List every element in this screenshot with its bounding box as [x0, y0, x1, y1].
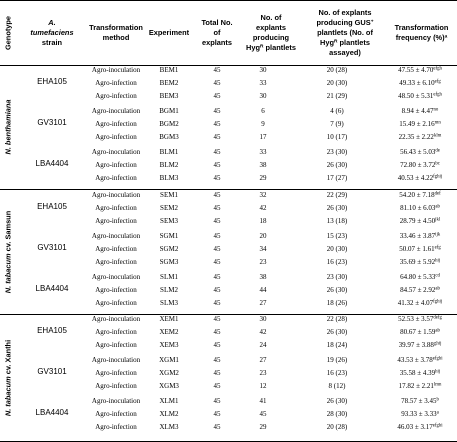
table-row	[80, 245, 457, 257]
cell-frequency	[383, 423, 457, 431]
frequency-letter: efghi	[432, 356, 443, 362]
frequency-letter: bc	[435, 161, 440, 167]
cell-total: 45	[213, 273, 221, 281]
strain-label: LBA4404	[35, 283, 69, 293]
frequency-letter: ab	[435, 328, 440, 334]
frequency-value: 22.35 ± 2.22	[398, 132, 434, 141]
cell-method: Agro-infection	[95, 119, 137, 128]
cell-gus: 4 (6)	[330, 107, 344, 115]
frequency-letter: ijk	[435, 232, 441, 238]
cell-frequency	[383, 79, 457, 87]
cell-exp: XEM3	[159, 340, 179, 349]
cell-method: Agro-infection	[95, 298, 137, 307]
cell-frequency	[383, 232, 457, 240]
frequency-letter: a	[436, 410, 439, 416]
cell-exp: SGM2	[159, 244, 179, 253]
table-row	[80, 382, 457, 394]
cell-frequency	[383, 217, 457, 225]
cell-gus: 13 (18)	[326, 216, 348, 225]
cell-exp: BGM2	[159, 119, 179, 128]
frequency-value: 72.80 ± 3.72	[400, 160, 436, 169]
table-row	[80, 92, 457, 104]
cell-frequency	[383, 161, 457, 169]
cell-method: Agro-inoculation	[91, 66, 141, 74]
cell-hyg: 24	[259, 340, 267, 349]
cell-method: Agro-inoculation	[91, 148, 141, 156]
frequency-value: 28.79 ± 4.50	[399, 216, 436, 225]
cell-exp: SEM3	[160, 216, 178, 225]
cell-gus: 18 (24)	[326, 340, 348, 349]
cell-gus: 16 (23)	[326, 257, 348, 266]
table-row	[80, 397, 457, 409]
frequency-value: 43.53 ± 3.78	[397, 356, 433, 364]
cell-total: 45	[213, 397, 221, 405]
cell-frequency	[383, 410, 457, 418]
strain-label: LBA4404	[35, 407, 69, 417]
frequency-value: 48.50 ± 5.31	[398, 91, 434, 100]
cell-gus: 16 (23)	[326, 368, 348, 377]
frequency-letter: ab	[435, 204, 440, 210]
cell-gus: 15 (23)	[326, 232, 348, 240]
table-row	[80, 369, 457, 381]
cell-method: Agro-infection	[95, 409, 137, 418]
strain-label: EHA105	[37, 76, 67, 86]
cell-hyg: 34	[259, 244, 267, 253]
cell-method: Agro-inoculation	[91, 273, 141, 281]
cell-gus: 26 (30)	[326, 327, 348, 336]
cell-method: Agro-infection	[95, 91, 137, 100]
frequency-value: 54.20 ± 7.18	[399, 191, 435, 199]
cell-method: Agro-infection	[95, 368, 137, 377]
cell-exp: BLM2	[159, 160, 179, 169]
cell-gus: 26 (30)	[326, 397, 348, 405]
cell-method: Agro-infection	[95, 173, 137, 182]
cell-method: Agro-infection	[95, 327, 137, 336]
cell-total: 45	[213, 203, 221, 212]
frequency-value: 93.33 ± 3.33	[401, 409, 437, 418]
cell-total: 45	[213, 356, 221, 364]
cell-exp: XEM2	[159, 327, 179, 336]
cell-total: 45	[213, 91, 221, 100]
table-row	[80, 258, 457, 270]
table-row	[80, 161, 457, 173]
cell-method: Agro-infection	[95, 216, 137, 225]
header-strain: A. tumefaciens strain	[30, 18, 74, 47]
table-header	[0, 0, 457, 66]
cell-gus: 10 (17)	[326, 132, 348, 141]
cell-method: Agro-inoculation	[91, 232, 141, 240]
frequency-value: 15.49 ± 2.16	[399, 119, 435, 128]
cell-total: 45	[213, 315, 221, 323]
cell-method: Agro-infection	[95, 160, 137, 169]
cell-frequency	[383, 66, 457, 74]
cell-exp: XLM2	[159, 409, 179, 418]
frequency-value: 41.32 ± 4.07	[397, 298, 434, 307]
cell-method: Agro-inoculation	[91, 356, 141, 364]
cell-total: 45	[213, 107, 221, 115]
strain-label: LBA4404	[35, 158, 69, 168]
table-row	[80, 79, 457, 91]
cell-gus: 26 (30)	[326, 285, 348, 294]
frequency-letter: efg	[434, 79, 441, 85]
cell-frequency	[383, 382, 457, 390]
cell-exp: XGM2	[159, 368, 179, 377]
cell-gus: 26 (30)	[326, 160, 348, 169]
cell-hyg: 12	[259, 381, 267, 390]
frequency-value: 84.57 ± 2.92	[400, 285, 436, 294]
genotype-label-text: N. tabacum cv. Xanthi	[3, 339, 13, 416]
strain-label: GV3101	[37, 242, 67, 252]
cell-frequency	[383, 286, 457, 294]
frequency-letter: ab	[435, 286, 440, 292]
cell-exp: XEM1	[159, 315, 179, 323]
cell-hyg: 33	[259, 148, 267, 156]
cell-exp: XLM1	[159, 397, 179, 405]
cell-gus: 7 (9)	[330, 119, 344, 128]
cell-total: 45	[213, 409, 221, 418]
cell-exp: BGM1	[159, 107, 179, 115]
cell-exp: SEM1	[160, 191, 178, 199]
frequency-value: 47.55 ± 4.70	[398, 66, 434, 74]
table-row	[80, 174, 457, 186]
cell-hyg: 23	[259, 368, 267, 377]
cell-gus: 19 (26)	[326, 356, 348, 364]
frequency-letter: fghij	[433, 174, 443, 179]
cell-hyg: 41	[259, 397, 267, 405]
table-row	[80, 232, 457, 244]
cell-method: Agro-infection	[95, 257, 137, 266]
cell-hyg: 44	[259, 285, 267, 294]
cell-frequency	[383, 191, 457, 199]
cell-total: 45	[213, 216, 221, 225]
strain-label: GV3101	[37, 366, 67, 376]
cell-exp: BGM3	[159, 132, 179, 141]
cell-exp: BLM1	[159, 148, 179, 156]
cell-frequency	[383, 245, 457, 253]
table-row	[80, 356, 457, 368]
cell-hyg: 38	[259, 160, 267, 169]
cell-hyg: 38	[259, 273, 267, 281]
table-row	[80, 133, 457, 145]
cell-total: 45	[213, 119, 221, 128]
cell-frequency	[383, 204, 457, 212]
cell-total: 45	[213, 173, 221, 182]
cell-frequency	[383, 397, 457, 405]
cell-hyg: 29	[259, 422, 267, 431]
cell-exp: SGM3	[159, 257, 179, 266]
cell-gus: 20 (28)	[326, 66, 348, 74]
table-row	[80, 120, 457, 132]
frequency-letter: no	[433, 107, 439, 113]
cell-total: 45	[213, 66, 221, 74]
cell-total: 45	[213, 298, 221, 307]
cell-total: 45	[213, 132, 221, 141]
frequency-letter: hij	[435, 258, 441, 263]
header-total: Total No. of explants	[201, 18, 233, 47]
strain-label: GV3101	[37, 117, 67, 127]
frequency-value: 46.03 ± 3.17	[397, 422, 433, 431]
table-row	[80, 423, 457, 435]
cell-method: Agro-infection	[95, 203, 137, 212]
cell-hyg: 33	[259, 78, 267, 87]
table-row	[80, 107, 457, 119]
cell-frequency	[383, 369, 457, 377]
cell-frequency	[383, 341, 457, 349]
cell-frequency	[383, 328, 457, 336]
frequency-value: 64.80 ± 5.33	[400, 273, 436, 281]
frequency-letter: lmn	[433, 382, 442, 387]
cell-gus: 20 (30)	[326, 244, 348, 253]
cell-gus: 17 (27)	[326, 173, 348, 182]
cell-exp: SLM2	[160, 285, 178, 294]
header-frequency: Transformation frequency (%)$^a$	[394, 23, 449, 42]
frequency-letter: de	[435, 148, 440, 154]
table-row	[80, 328, 457, 340]
strain-label: EHA105	[37, 201, 67, 211]
frequency-value: 50.07 ± 1.61	[399, 244, 435, 253]
cell-hyg: 23	[259, 257, 267, 266]
genotype-block	[0, 190, 457, 315]
cell-method: Agro-infection	[95, 285, 137, 294]
header-experiment: Experiment	[148, 28, 190, 37]
table-row	[80, 273, 457, 285]
frequency-letter: efgh	[433, 66, 442, 72]
cell-total: 45	[213, 285, 221, 294]
table-row	[80, 217, 457, 229]
frequency-value: 17.82 ± 2.21	[398, 381, 434, 390]
table-row	[80, 204, 457, 216]
frequency-value: 78.57 ± 3.45	[401, 397, 437, 405]
strain-label: EHA105	[37, 325, 67, 335]
frequency-value: 49.33 ± 6.10	[399, 78, 435, 87]
cell-exp: BEM1	[159, 66, 179, 74]
frequency-value: 40.53 ± 4.22	[397, 173, 434, 182]
cell-gus: 18 (26)	[326, 298, 348, 307]
frequency-letter: fghij	[433, 299, 443, 304]
frequency-value: 80.67 ± 1.59	[400, 327, 436, 336]
cell-frequency	[383, 258, 457, 266]
frequency-value: 39.97 ± 3.88	[398, 340, 434, 349]
table-row	[80, 341, 457, 353]
cell-frequency	[383, 356, 457, 364]
cell-hyg: 9	[261, 119, 265, 128]
genotype-block	[0, 65, 457, 190]
cell-total: 45	[213, 422, 221, 431]
header-method: Transformation method	[89, 23, 143, 42]
frequency-letter: klm	[433, 133, 442, 138]
cell-total: 45	[213, 257, 221, 266]
cell-hyg: 32	[259, 191, 267, 199]
cell-hyg: 30	[259, 91, 267, 100]
cell-total: 45	[213, 244, 221, 253]
cell-exp: SLM3	[160, 298, 178, 307]
genotype-label-text: N. tabacum cv. Samsun	[3, 210, 13, 294]
cell-exp: SGM1	[159, 232, 179, 240]
frequency-value: 56.43 ± 5.03	[400, 148, 436, 156]
table-row	[80, 286, 457, 298]
frequency-letter: def	[434, 191, 441, 197]
cell-gus: 21 (29)	[326, 91, 348, 100]
cell-method: Agro-infection	[95, 132, 137, 141]
cell-hyg: 18	[259, 216, 267, 225]
table-row	[80, 191, 457, 203]
frequency-value: 52.53 ± 3.57	[398, 315, 434, 323]
frequency-letter: mn	[434, 120, 441, 126]
cell-method: Agro-inoculation	[91, 397, 141, 405]
cell-method: Agro-inoculation	[91, 191, 141, 199]
frequency-value: 35.69 ± 5.92	[399, 257, 436, 266]
frequency-letter: efgh	[433, 92, 442, 97]
table-row	[80, 315, 457, 327]
genotype-label-text: N. benthamiana	[3, 99, 13, 155]
cell-frequency	[383, 148, 457, 156]
cell-total: 45	[213, 368, 221, 377]
cell-total: 45	[213, 340, 221, 349]
table-row	[80, 148, 457, 160]
cell-exp: BEM3	[159, 91, 179, 100]
cell-frequency	[383, 315, 457, 323]
cell-gus: 22 (29)	[326, 191, 348, 199]
cell-frequency	[383, 299, 457, 307]
cell-frequency	[383, 273, 457, 281]
cell-hyg: 45	[259, 409, 267, 418]
table-row	[80, 66, 457, 78]
cell-method: Agro-infection	[95, 340, 137, 349]
cell-exp: BEM2	[159, 78, 179, 87]
cell-hyg: 30	[259, 315, 267, 323]
header-gus: No. of explants producing GUS+ plantlets (No. of Hyg$^R$ plantlets assayed)	[316, 8, 374, 57]
cell-hyg: 27	[259, 356, 267, 364]
cell-hyg: 42	[259, 327, 267, 336]
cell-frequency	[383, 120, 457, 128]
genotype-label	[0, 314, 16, 441]
cell-total: 45	[213, 232, 221, 240]
cell-gus: 20 (30)	[326, 78, 348, 87]
cell-method: Agro-infection	[95, 422, 137, 431]
cell-exp: XLM3	[159, 422, 179, 431]
cell-gus: 20 (28)	[326, 422, 348, 431]
table-row	[80, 299, 457, 311]
cell-exp: SEM2	[160, 203, 178, 212]
cell-method: Agro-inoculation	[91, 315, 141, 323]
genotype-label	[0, 190, 16, 314]
cell-gus: 28 (30)	[326, 409, 348, 418]
cell-exp: SLM1	[160, 273, 178, 281]
frequency-letter: defg	[433, 315, 442, 321]
cell-hyg: 17	[259, 132, 267, 141]
cell-method: Agro-inoculation	[91, 107, 141, 115]
genotype-label	[0, 65, 16, 189]
cell-frequency	[383, 107, 457, 115]
frequency-letter: b	[436, 397, 439, 403]
cell-gus: 26 (30)	[326, 203, 348, 212]
cell-frequency	[383, 92, 457, 100]
cell-method: Agro-infection	[95, 78, 137, 87]
frequency-value: 8.94 ± 4.47	[401, 107, 434, 115]
frequency-letter: hij	[435, 369, 441, 375]
cell-hyg: 27	[259, 298, 267, 307]
cell-gus: 23 (30)	[326, 273, 348, 281]
frequency-value: 35.58 ± 4.39	[399, 368, 436, 377]
table-row	[80, 410, 457, 422]
cell-frequency	[383, 174, 457, 182]
frequency-letter: efghi	[432, 423, 443, 428]
cell-total: 45	[213, 191, 221, 199]
cell-exp: BLM3	[159, 173, 179, 182]
cell-hyg: 42	[259, 203, 267, 212]
cell-frequency	[383, 133, 457, 141]
frequency-letter: ghij	[433, 341, 442, 346]
cell-total: 45	[213, 78, 221, 87]
frequency-value: 81.10 ± 6.03	[400, 203, 436, 212]
cell-method: Agro-infection	[95, 381, 137, 390]
cell-hyg: 30	[259, 66, 267, 74]
cell-exp: XGM3	[159, 381, 179, 390]
header-genotype: Genotype	[3, 15, 13, 51]
frequency-letter: efg	[434, 245, 441, 251]
cell-exp: XGM1	[159, 356, 179, 364]
cell-hyg: 6	[261, 107, 265, 115]
frequency-letter: cd	[435, 273, 440, 279]
cell-hyg: 29	[259, 173, 267, 182]
cell-total: 45	[213, 148, 221, 156]
frequency-value: 33.46 ± 3.87	[399, 232, 436, 240]
cell-hyg: 20	[259, 232, 267, 240]
cell-gus: 22 (28)	[326, 315, 348, 323]
cell-method: Agro-infection	[95, 244, 137, 253]
cell-gus: 8 (12)	[328, 381, 346, 390]
cell-total: 45	[213, 381, 221, 390]
cell-total: 45	[213, 327, 221, 336]
cell-total: 45	[213, 160, 221, 169]
frequency-letter: jkl	[435, 217, 441, 222]
genotype-block	[0, 314, 457, 442]
header-hyg: No. of explants producing Hyg$^R$ plantlets	[246, 13, 296, 52]
cell-gus: 23 (30)	[326, 148, 348, 156]
